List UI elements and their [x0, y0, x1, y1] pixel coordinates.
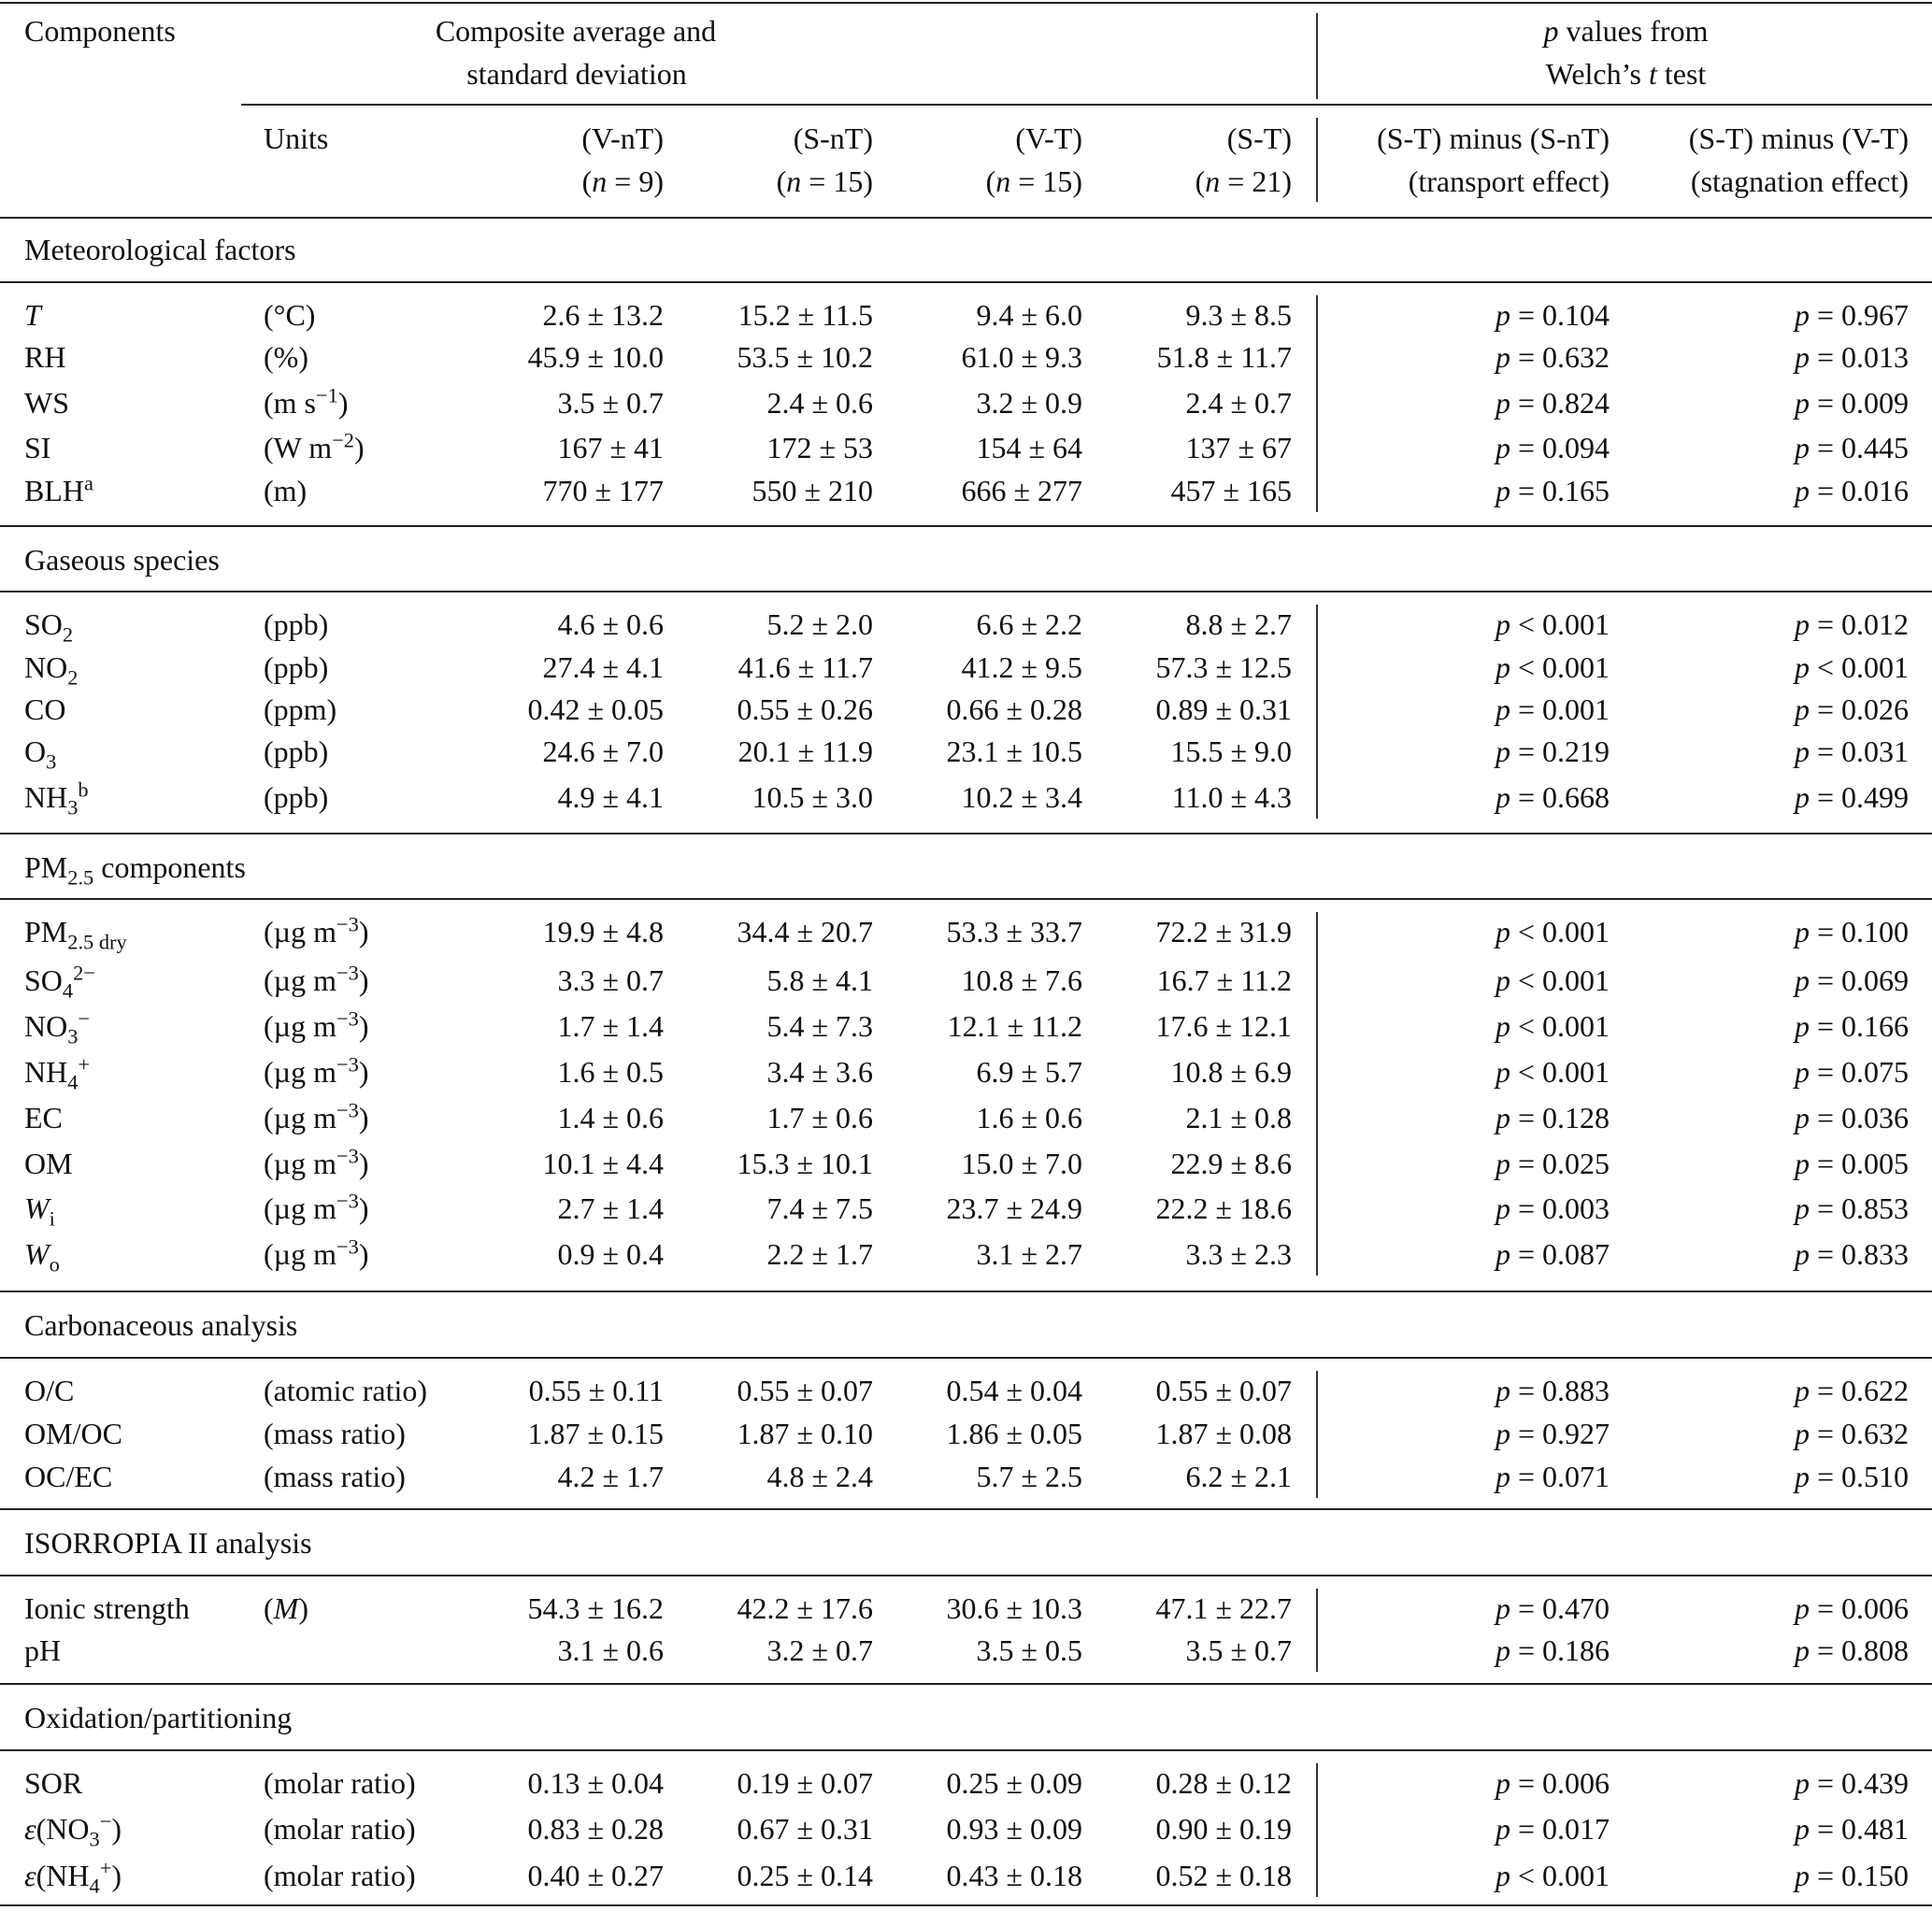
component-unit: (m $s^{-1}$) [264, 383, 349, 420]
pvalue-transport: p = 0.186 [1495, 1633, 1610, 1667]
pvalue-stagnation: p = 0.481 [1794, 1812, 1909, 1846]
section-bottom-rule [0, 1904, 1932, 1906]
value-cell: 2.1 ± 0.8 [1185, 1101, 1292, 1134]
component-name: EC [24, 1101, 63, 1134]
section-divider [1316, 1589, 1318, 1672]
header-pvalues-line2 [1320, 52, 1932, 95]
column-header-3: (S-T) [1226, 121, 1292, 155]
value-cell: 4.8 ± 2.4 [766, 1460, 873, 1493]
pvalue-stagnation: p = 0.445 [1794, 431, 1909, 464]
pvalue-stagnation: p = 0.632 [1794, 1417, 1909, 1450]
pvalue-stagnation: p = 0.069 [1794, 963, 1909, 997]
value-cell: 9.4 ± 6.0 [976, 298, 1082, 332]
pvalue-stagnation: p = 0.499 [1794, 780, 1909, 814]
value-cell: 17.6 ± 12.1 [1155, 1009, 1292, 1043]
value-cell: 3.3 ± 0.7 [557, 963, 664, 997]
section-title: Meteorological factors [24, 233, 296, 266]
value-cell: 0.66 ± 0.28 [946, 692, 1082, 726]
value-cell: 57.3 ± 12.5 [1155, 650, 1292, 684]
component-unit: (molar ratio) [264, 1859, 416, 1892]
value-cell: 54.3 ± 16.2 [527, 1591, 664, 1625]
value-cell: 72.2 ± 31.9 [1155, 915, 1292, 948]
column-header-0: (V-nT) [581, 121, 664, 155]
pvalue-stagnation: p = 0.439 [1794, 1766, 1909, 1800]
pvalue-header-sub-0: (transport effect) [1408, 164, 1610, 198]
pvalue-transport: p < 0.001 [1495, 1055, 1610, 1089]
section-rule [0, 898, 1932, 900]
value-cell: 770 ± 177 [542, 474, 664, 507]
value-cell: 22.2 ± 18.6 [1155, 1191, 1292, 1225]
section-bottom-rule [0, 525, 1932, 527]
pvalue-stagnation: p = 0.100 [1794, 915, 1909, 948]
header-units: Units [264, 121, 329, 155]
value-cell: 0.90 ± 0.19 [1155, 1812, 1292, 1846]
value-cell: 2.4 ± 0.7 [1185, 386, 1292, 420]
value-cell: 0.43 ± 0.18 [946, 1859, 1082, 1892]
value-cell: 23.7 ± 24.9 [946, 1191, 1082, 1225]
component-name: $NO_2$ [24, 650, 79, 690]
value-cell: 16.7 ± 11.2 [1156, 963, 1292, 997]
pvalue-stagnation: p = 0.026 [1794, 692, 1909, 726]
component-unit: (µg $m^{-3}$) [264, 1189, 369, 1225]
value-cell: 23.1 ± 10.5 [946, 734, 1082, 768]
component-name: $\varepsilon(NH_4^+)$ [24, 1856, 122, 1898]
component-name: T [24, 298, 41, 332]
value-cell: 15.2 ± 11.5 [737, 298, 873, 332]
pvalue-stagnation: p = 0.853 [1794, 1191, 1909, 1225]
value-cell: 1.87 ± 0.10 [737, 1417, 873, 1450]
component-name: $PM_{2.5 dry}$ [24, 915, 127, 954]
pvalue-transport: p = 0.087 [1495, 1237, 1610, 1271]
value-cell: 2.6 ± 13.2 [542, 298, 664, 332]
value-cell: 0.25 ± 0.14 [737, 1859, 873, 1892]
component-name: $\varepsilon(NO_3^-)$ [24, 1809, 122, 1851]
value-cell: 27.4 ± 4.1 [542, 650, 664, 684]
column-header-n-1: (n = 15) [776, 164, 873, 198]
value-cell: 1.86 ± 0.05 [946, 1417, 1082, 1450]
value-cell: 2.2 ± 1.7 [766, 1237, 873, 1271]
value-cell: 0.42 ± 0.05 [527, 692, 664, 726]
component-unit: (ppm) [264, 692, 337, 726]
value-cell: 457 ± 165 [1170, 474, 1292, 507]
value-cell: 0.9 ± 0.4 [557, 1237, 664, 1271]
column-header-2: (V-T) [1015, 121, 1082, 155]
value-cell: 154 ± 64 [976, 431, 1082, 464]
header-divider [1316, 13, 1318, 99]
component-unit: (mass ratio) [264, 1417, 406, 1450]
component-unit: (µg $m^{-3}$) [264, 1052, 369, 1089]
pvalue-stagnation: p = 0.510 [1794, 1460, 1909, 1493]
pvalue-transport: p = 0.071 [1495, 1460, 1610, 1493]
section-bottom-rule [0, 1508, 1932, 1510]
value-cell: 2.7 ± 1.4 [557, 1191, 664, 1225]
header-welch: Welch’s [1545, 57, 1649, 91]
value-cell: 0.25 ± 0.09 [946, 1766, 1082, 1800]
value-cell: 20.1 ± 11.9 [737, 734, 873, 768]
table-top-rule [0, 2, 1932, 4]
value-cell: 0.40 ± 0.27 [527, 1859, 664, 1892]
value-cell: 167 ± 41 [557, 431, 664, 464]
pvalue-stagnation: p = 0.013 [1794, 340, 1909, 374]
section-bottom-rule [0, 1291, 1932, 1292]
pvalue-transport: p = 0.165 [1495, 474, 1610, 507]
value-cell: 30.6 ± 10.3 [946, 1591, 1082, 1625]
value-cell: 3.4 ± 3.6 [766, 1055, 873, 1089]
value-cell: 6.2 ± 2.1 [1185, 1460, 1292, 1493]
value-cell: 5.7 ± 2.5 [976, 1460, 1082, 1493]
section-rule [0, 1357, 1932, 1359]
component-name: $W_i$ [24, 1191, 55, 1231]
header-components: Components [24, 14, 176, 48]
component-unit: (mass ratio) [264, 1460, 406, 1493]
pvalue-transport: p = 0.219 [1495, 734, 1610, 768]
value-cell: 0.67 ± 0.31 [737, 1812, 873, 1846]
section-title: $PM_{2.5}$ components [24, 850, 246, 890]
value-cell: 1.4 ± 0.6 [557, 1101, 664, 1134]
value-cell: 0.55 ± 0.11 [528, 1374, 664, 1407]
pvalue-stagnation: p = 0.016 [1794, 474, 1909, 507]
value-cell: 1.6 ± 0.6 [976, 1101, 1082, 1134]
component-name: OM [24, 1147, 73, 1180]
component-unit: (µg $m^{-3}$) [264, 961, 369, 997]
pvalue-stagnation: p = 0.150 [1794, 1859, 1909, 1892]
section-bottom-rule [0, 1683, 1932, 1685]
column-header-n-3: (n = 21) [1195, 164, 1292, 198]
value-cell: 1.7 ± 1.4 [557, 1009, 664, 1043]
value-cell: 10.8 ± 7.6 [961, 963, 1082, 997]
column-header-n-2: (n = 15) [985, 164, 1082, 198]
pvalue-transport: p = 0.104 [1495, 298, 1610, 332]
pvalue-stagnation: p = 0.808 [1794, 1633, 1909, 1667]
pvalue-transport: p = 0.927 [1495, 1417, 1610, 1450]
value-cell: 1.87 ± 0.08 [1155, 1417, 1292, 1450]
value-cell: 0.89 ± 0.31 [1155, 692, 1292, 726]
component-unit: (ppb) [264, 780, 329, 814]
value-cell: 12.1 ± 11.2 [947, 1009, 1082, 1043]
value-cell: 10.1 ± 4.4 [542, 1147, 664, 1180]
section-title: ISORROPIA II analysis [24, 1526, 312, 1560]
section-rule [0, 281, 1932, 283]
component-name: CO [24, 692, 66, 726]
header-t: t [1648, 57, 1657, 91]
value-cell: 45.9 ± 10.0 [527, 340, 664, 374]
pvalue-transport: p < 0.001 [1495, 963, 1610, 997]
component-unit: (molar ratio) [264, 1766, 416, 1800]
pvalue-transport: p = 0.025 [1495, 1147, 1610, 1180]
value-cell: 3.2 ± 0.9 [976, 386, 1082, 420]
pvalue-stagnation: p = 0.166 [1794, 1009, 1909, 1043]
header-pvalues-rest: values from [1558, 14, 1709, 48]
value-cell: 5.2 ± 2.0 [766, 607, 873, 641]
value-cell: 10.8 ± 6.9 [1170, 1055, 1292, 1089]
component-unit: (molar ratio) [264, 1812, 416, 1846]
component-unit: (µg $m^{-3}$) [264, 1144, 369, 1180]
value-cell: 1.6 ± 0.5 [557, 1055, 664, 1089]
component-unit: (µg $m^{-3}$) [264, 912, 369, 948]
value-cell: 550 ± 210 [751, 474, 873, 507]
value-cell: 53.5 ± 10.2 [737, 340, 873, 374]
component-unit: (µg $m^{-3}$) [264, 1234, 369, 1271]
value-cell: 0.13 ± 0.04 [527, 1766, 664, 1800]
pvalue-stagnation: p = 0.967 [1794, 298, 1909, 332]
component-name: WS [24, 386, 69, 420]
component-name: $SO_2$ [24, 607, 74, 647]
component-name: OM/OC [24, 1417, 122, 1450]
value-cell: 61.0 ± 9.3 [961, 340, 1082, 374]
value-cell: 11.0 ± 4.3 [1171, 780, 1292, 814]
component-name: $NO_3^-$ [24, 1006, 91, 1048]
value-cell: 2.4 ± 0.6 [766, 386, 873, 420]
value-cell: 15.3 ± 10.1 [737, 1147, 873, 1180]
value-cell: 0.19 ± 0.07 [737, 1766, 873, 1800]
pvalue-stagnation: p = 0.012 [1794, 607, 1909, 641]
component-unit: (°C) [264, 298, 316, 332]
section-title: Carbonaceous analysis [24, 1308, 298, 1342]
value-cell: 22.9 ± 8.6 [1170, 1147, 1292, 1180]
value-cell: 0.55 ± 0.07 [737, 1374, 873, 1407]
pvalue-header-1: (S-T) minus (V-T) [1688, 121, 1909, 155]
value-cell: 172 ± 53 [766, 431, 873, 464]
pvalue-transport: p = 0.824 [1495, 386, 1610, 420]
value-cell: 4.2 ± 1.7 [557, 1460, 664, 1493]
component-unit: (ppb) [264, 607, 329, 641]
pvalue-transport: p = 0.001 [1495, 692, 1610, 726]
value-cell: 137 ± 67 [1185, 431, 1292, 464]
value-cell: 3.5 ± 0.7 [557, 386, 664, 420]
value-cell: 3.5 ± 0.5 [976, 1633, 1082, 1667]
value-cell: 8.8 ± 2.7 [1185, 607, 1292, 641]
pvalue-stagnation: p = 0.005 [1794, 1147, 1909, 1180]
value-cell: 3.1 ± 2.7 [976, 1237, 1082, 1271]
pvalue-transport: p = 0.094 [1495, 431, 1610, 464]
value-cell: 3.5 ± 0.7 [1185, 1633, 1292, 1667]
component-name: BLH$^a$ [24, 471, 93, 507]
component-unit: (m) [264, 474, 308, 507]
component-name: $NH_4^+$ [24, 1052, 91, 1094]
pvalue-stagnation: p = 0.031 [1794, 734, 1909, 768]
pvalue-transport: p < 0.001 [1495, 1009, 1610, 1043]
section-divider [1316, 1763, 1318, 1897]
component-name: $W_o$ [24, 1237, 60, 1276]
component-unit: (ppb) [264, 734, 329, 768]
value-cell: 41.6 ± 11.7 [737, 650, 873, 684]
value-cell: 0.55 ± 0.07 [1155, 1374, 1292, 1407]
component-name: Ionic strength [24, 1591, 190, 1625]
value-cell: 0.93 ± 0.09 [946, 1812, 1082, 1846]
value-cell: 10.2 ± 3.4 [961, 780, 1082, 814]
pvalue-transport: p = 0.668 [1495, 780, 1610, 814]
value-cell: 15.5 ± 9.0 [1170, 734, 1292, 768]
component-name: OC/EC [24, 1460, 113, 1493]
value-cell: 24.6 ± 7.0 [542, 734, 664, 768]
header-pvalues-line1 [1320, 9, 1932, 52]
value-cell: 34.4 ± 20.7 [737, 915, 873, 948]
section-title: Oxidation/partitioning [24, 1701, 293, 1734]
header-composite-line2: standard deviation [466, 57, 687, 91]
value-cell: 0.52 ± 0.18 [1155, 1859, 1292, 1892]
value-cell: 41.2 ± 9.5 [961, 650, 1082, 684]
header-bottom-rule [0, 217, 1932, 219]
component-name: pH [24, 1633, 62, 1667]
pvalue-transport: p < 0.001 [1495, 915, 1610, 948]
section-rule [0, 591, 1932, 592]
section-title: Gaseous species [24, 543, 220, 577]
component-name: $NH_3^b$ [24, 777, 89, 820]
value-cell: 51.8 ± 11.7 [1156, 340, 1292, 374]
pvalue-transport: p = 0.006 [1495, 1766, 1610, 1800]
value-cell: 4.6 ± 0.6 [557, 607, 664, 641]
component-unit: (M) [264, 1591, 308, 1625]
component-name: SI [24, 431, 51, 464]
value-cell: 53.3 ± 33.7 [946, 915, 1082, 948]
value-cell: 0.55 ± 0.26 [737, 692, 873, 726]
header-composite-line1: Composite average and [435, 14, 717, 48]
header-sub-rule [241, 104, 1932, 106]
value-cell: 19.9 ± 4.8 [542, 915, 664, 948]
value-cell: 7.4 ± 7.5 [766, 1191, 873, 1225]
component-name: O/C [24, 1374, 75, 1407]
value-cell: 0.83 ± 0.28 [527, 1812, 664, 1846]
pvalue-stagnation: p < 0.001 [1794, 650, 1909, 684]
section-bottom-rule [0, 833, 1932, 834]
section-rule [0, 1749, 1932, 1751]
value-cell: 10.5 ± 3.0 [751, 780, 873, 814]
value-cell: 3.1 ± 0.6 [557, 1633, 664, 1667]
pvalue-stagnation: p = 0.622 [1794, 1374, 1909, 1407]
value-cell: 3.3 ± 2.3 [1185, 1237, 1292, 1271]
pvalue-transport: p < 0.001 [1495, 607, 1610, 641]
component-unit: (W $m^{-2}$) [264, 428, 365, 464]
value-cell: 5.8 ± 4.1 [766, 963, 873, 997]
component-unit: (µg $m^{-3}$) [264, 1006, 369, 1043]
value-cell: 5.4 ± 7.3 [766, 1009, 873, 1043]
pvalue-transport: p < 0.001 [1495, 1859, 1610, 1892]
pvalue-transport: p = 0.128 [1495, 1101, 1610, 1134]
pvalue-transport: p = 0.017 [1495, 1812, 1610, 1846]
pvalue-stagnation: p = 0.036 [1794, 1101, 1909, 1134]
value-cell: 3.2 ± 0.7 [766, 1633, 873, 1667]
value-cell: 0.54 ± 0.04 [946, 1374, 1082, 1407]
value-cell: 4.9 ± 4.1 [557, 780, 664, 814]
value-cell: 666 ± 277 [961, 474, 1082, 507]
pvalue-stagnation: p = 0.075 [1794, 1055, 1909, 1089]
value-cell: 6.6 ± 2.2 [976, 607, 1082, 641]
column-header-1: (S-nT) [793, 121, 873, 155]
section-rule [0, 1575, 1932, 1576]
value-cell: 15.0 ± 7.0 [961, 1147, 1082, 1180]
value-cell: 1.87 ± 0.15 [527, 1417, 664, 1450]
value-cell: 42.2 ± 17.6 [737, 1591, 873, 1625]
pvalue-stagnation: p = 0.833 [1794, 1237, 1909, 1271]
component-name: $SO_4^{2-}$ [24, 961, 95, 1003]
component-unit: (atomic ratio) [264, 1374, 428, 1407]
value-cell: 1.7 ± 0.6 [766, 1101, 873, 1134]
component-name: RH [24, 340, 66, 374]
column-header-n-0: (n = 9) [581, 164, 664, 198]
pvalue-stagnation: p = 0.009 [1794, 386, 1909, 420]
pvalue-transport: p = 0.883 [1495, 1374, 1610, 1407]
section-divider [1316, 295, 1318, 512]
pvalue-transport: p = 0.632 [1495, 340, 1610, 374]
value-cell: 9.3 ± 8.5 [1185, 298, 1292, 332]
component-unit: (%) [264, 340, 308, 374]
pvalue-stagnation: p = 0.006 [1794, 1591, 1909, 1625]
pvalue-transport: p = 0.470 [1495, 1591, 1610, 1625]
section-divider [1316, 605, 1318, 819]
pvalue-transport: p < 0.001 [1495, 650, 1610, 684]
component-unit: (ppb) [264, 650, 329, 684]
value-cell: 0.28 ± 0.12 [1155, 1766, 1292, 1800]
section-divider [1316, 912, 1318, 1276]
component-name: $O_3$ [24, 734, 57, 774]
pvalue-header-0: (S-T) minus (S-nT) [1377, 121, 1610, 155]
pvalue-header-sub-1: (stagnation effect) [1690, 164, 1909, 198]
pvalue-transport: p = 0.003 [1495, 1191, 1610, 1225]
header-test: test [1656, 57, 1707, 91]
value-cell: 6.9 ± 5.7 [976, 1055, 1082, 1089]
value-cell: 47.1 ± 22.7 [1155, 1591, 1292, 1625]
header-pvalues-p: p [1543, 14, 1559, 48]
component-unit: (µg $m^{-3}$) [264, 1098, 369, 1134]
component-name: SOR [24, 1766, 83, 1800]
section-divider [1316, 1371, 1318, 1498]
